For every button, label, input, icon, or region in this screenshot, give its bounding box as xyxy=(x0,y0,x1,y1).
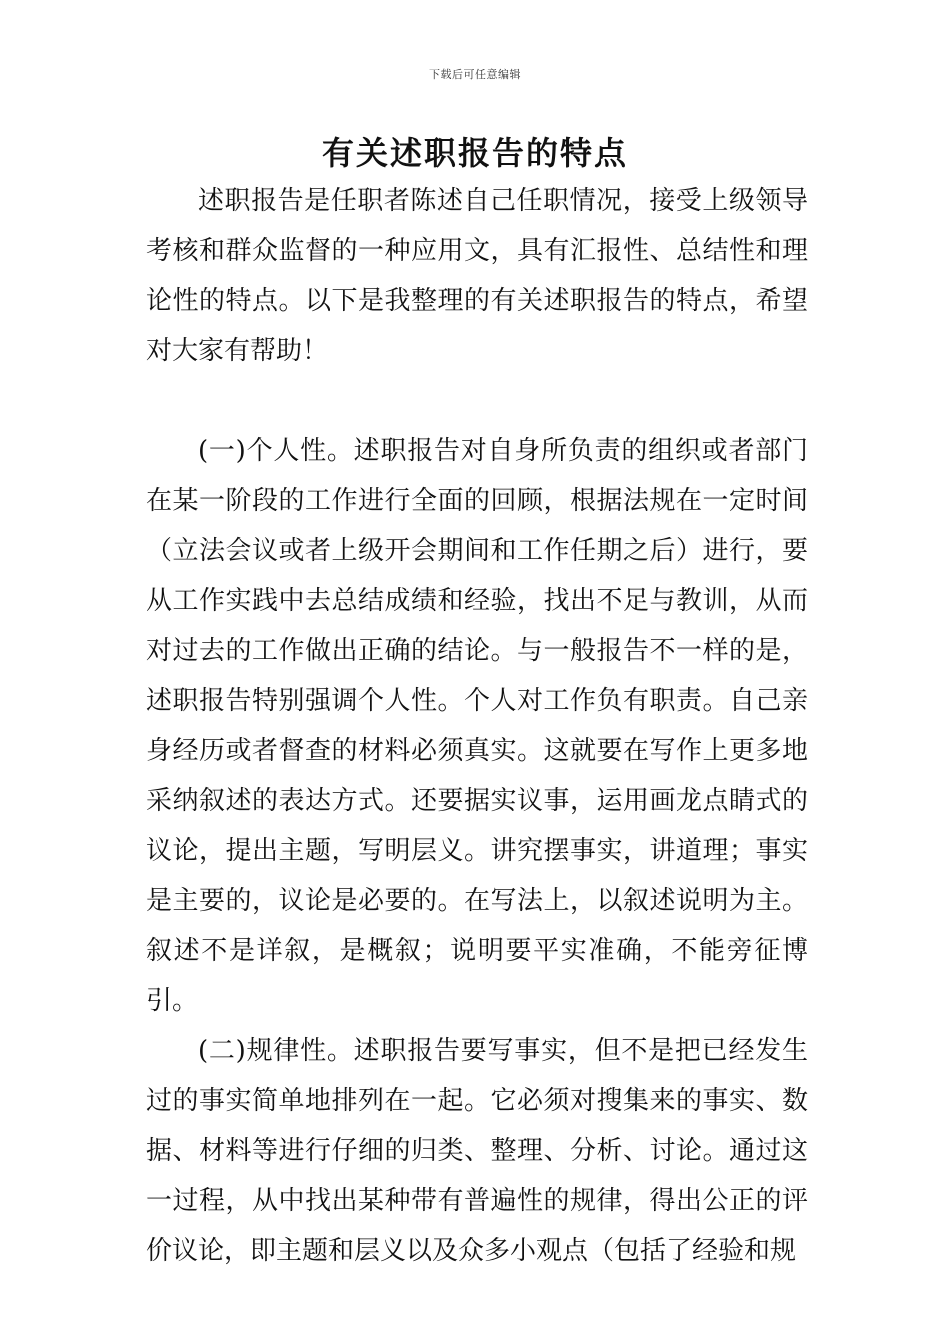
paragraph-intro: 述职报告是任职者陈述自己任职情况，接受上级领导考核和群众监督的一种应用文，具有汇报性、总结性和理论性的特点。以下是我整理的有关述职报告的特点，希望对大家有帮助！ xyxy=(146,186,808,366)
document-title: 有关述职报告的特点 xyxy=(321,134,628,172)
paragraph-regularity: (二)规律性。述职报告要写事实，但不是把已经发生过的事实简单地排列在一起。它必须对搜集来的事实、数据、材料等进行仔细的归类、整理、分析、讨论。通过这一过程，从中找出某种带有普遍性的规律，得出公正的评价议论，即主题和层义以及众多小观点（包括了经验和规 xyxy=(146,1036,808,1266)
document-body xyxy=(146,176,808,1276)
header-note: 下载后可任意编辑 xyxy=(429,68,521,81)
paragraph-personal: (一)个人性。述职报告对自身所负责的组织或者部门在某一阶段的工作进行全面的回顾，根据法规在一定时间（立法会议或者上级开会期间和工作任期之后）进行，要从工作实践中去总结成绩和经验，找出不足与教训，从而对过去的工作做出正确的结论。与一般报告不一样的是，述职报告特别强调个人性。个人对工作负有职责。自己亲身经历或者督查的材料必须真实。这就要在写作上更多地采纳叙述的表达方式。还要据实议事，运用画龙点睛式的议论，提出主题，写明层义。讲究摆事实，讲道理；事实是主要的，议论是必要的。在写法上，以叙述说明为主。叙述不是详叙，是概叙；说明要平实准确，不能旁征博引。 xyxy=(146,436,808,1016)
